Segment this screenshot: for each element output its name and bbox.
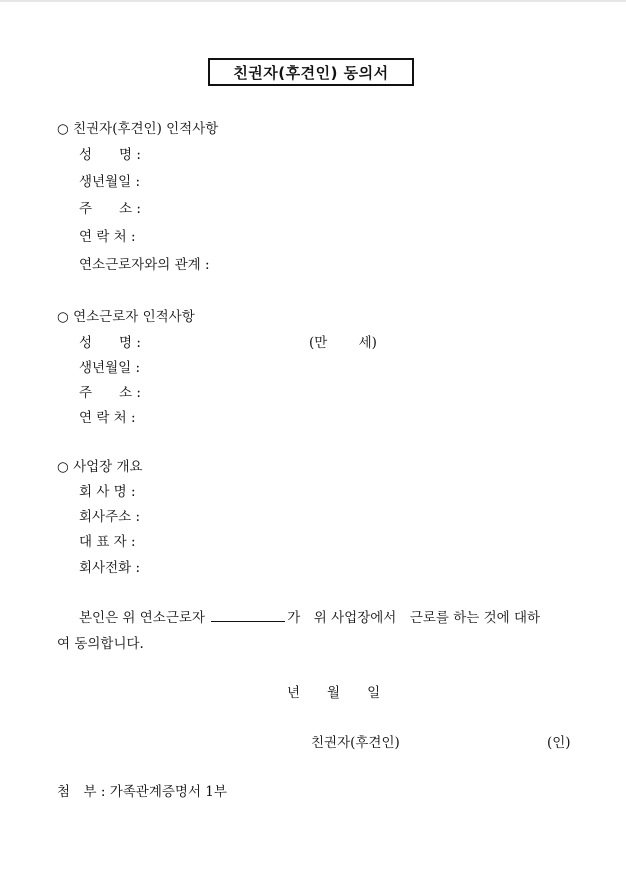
minor-section-heading: ○ 연소근로자 인적사항 xyxy=(57,309,195,325)
company-name-label: 회 사 명 : xyxy=(79,484,136,500)
minor-contact-label: 연 락 처 : xyxy=(79,410,136,426)
seal-mark: (인) xyxy=(547,735,571,751)
representative-label: 대 표 자 : xyxy=(79,534,136,550)
guardian-address-label: 주 소 : xyxy=(79,201,141,217)
consent-prefix: 본인은 위 연소근로자 xyxy=(79,610,205,626)
guardian-birth-label: 생년월일 : xyxy=(79,174,141,190)
attachment-note: 첨 부 : 가족관계증명서 1부 xyxy=(57,784,227,800)
consent-line-2: 여 동의합니다. xyxy=(57,636,144,652)
workplace-section-heading: ○ 사업장 개요 xyxy=(57,459,143,475)
consent-line-1 xyxy=(79,606,540,626)
minor-age-label: (만 세) xyxy=(309,335,377,351)
minor-name-blank xyxy=(211,609,285,622)
document-title: 친권자(후견인) 동의서 xyxy=(208,58,414,86)
date-line: 년 월 일 xyxy=(287,685,381,701)
guardian-contact-label: 연 락 처 : xyxy=(79,229,136,245)
company-address-label: 회사주소 : xyxy=(79,509,141,525)
minor-birth-label: 생년월일 : xyxy=(79,360,141,376)
top-border xyxy=(0,0,626,2)
minor-name-label: 성 명 : xyxy=(79,335,141,351)
guardian-relation-label: 연소근로자와의 관계 : xyxy=(79,257,210,273)
guardian-name-label: 성 명 : xyxy=(79,147,141,163)
company-phone-label: 회사전화 : xyxy=(79,560,141,576)
minor-address-label: 주 소 : xyxy=(79,385,141,401)
consent-suffix: 가 위 사업장에서 근로를 하는 것에 대하 xyxy=(287,610,541,626)
guardian-section-heading: ○ 친권자(후견인) 인적사항 xyxy=(57,121,219,137)
signature-label: 친권자(후견인) xyxy=(311,735,400,751)
